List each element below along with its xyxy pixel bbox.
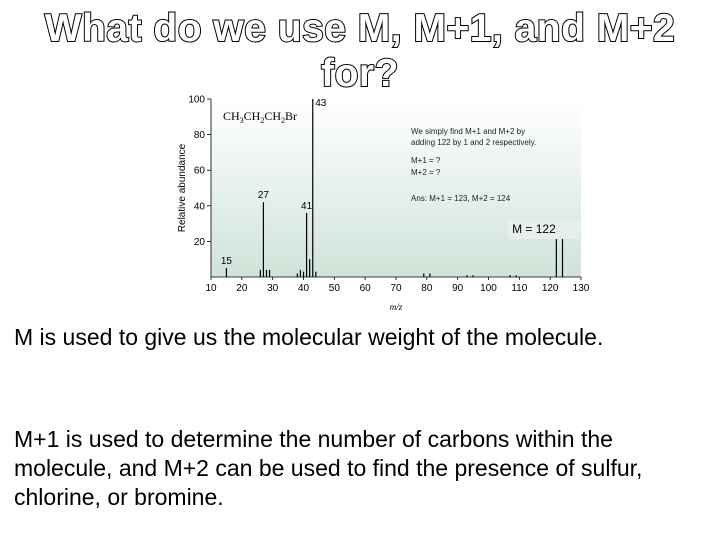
x-axis <box>205 277 589 294</box>
formula-subscript: 2 <box>281 116 286 125</box>
formula-text: CH <box>264 109 282 123</box>
annotation-line: We simply find M+1 and M+2 by <box>411 127 526 136</box>
annotation-line: Ans: M+1 = 123, M+2 = 124 <box>411 194 511 203</box>
y-tick-label: 100 <box>188 94 205 106</box>
slide-title <box>0 6 720 96</box>
mass-spectrum-chart <box>168 90 598 316</box>
y-tick-label: 60 <box>193 165 205 177</box>
x-tick-label: 80 <box>421 283 433 294</box>
annotation-line: M+1 = ? <box>411 156 441 165</box>
paragraph-molecular-weight: M is used to give us the molecular weight of the molecule. <box>14 324 604 350</box>
x-tick-label: 40 <box>297 283 310 294</box>
x-tick-label: 50 <box>328 283 340 294</box>
x-tick-label: 120 <box>541 283 559 294</box>
peak-label: 27 <box>257 190 269 202</box>
y-axis <box>188 95 211 278</box>
paragraph-isotope-peaks: M+1 is used to determine the number of carbons within the molecule, and M+2 can be used to find the presence of sulfur, chlorine, or bromine. <box>14 426 643 510</box>
peak-label: 15 <box>220 256 232 268</box>
x-tick-label: 10 <box>205 283 217 294</box>
slide-title-line2: for? <box>321 52 399 95</box>
x-tick-label: 90 <box>452 283 464 294</box>
annotation-line: M+2 = ? <box>411 168 441 177</box>
compound-label <box>223 109 297 125</box>
peak-label: 43 <box>315 98 327 109</box>
slide-title-line1: What do we use M, M+1, and M+2 <box>44 7 676 50</box>
formula-subscript: 2 <box>260 116 265 125</box>
plot-area <box>211 99 581 277</box>
y-tick-label: 80 <box>193 130 205 142</box>
peak-label: 41 <box>301 200 313 212</box>
y-tick-label: 40 <box>193 201 205 213</box>
formula-text: CH <box>223 109 240 123</box>
y-tick-label: 20 <box>193 236 205 248</box>
annotation-line: adding 122 by 1 and 2 respectively. <box>411 138 537 147</box>
x-tick-label: 60 <box>359 283 371 294</box>
x-tick-label: 110 <box>511 283 528 294</box>
x-tick-label: 100 <box>480 283 497 294</box>
y-axis-label: Relative abundance <box>177 143 188 233</box>
x-tick-label: 30 <box>267 283 279 294</box>
x-tick-label: 70 <box>390 283 402 294</box>
x-axis-label: m/z <box>389 302 403 312</box>
x-tick-label: 130 <box>572 283 590 294</box>
formula-subscript: 3 <box>239 116 244 125</box>
x-tick-label: 20 <box>236 283 248 294</box>
formula-text: CH <box>243 109 261 123</box>
molecular-ion-label: M = 122 <box>512 222 556 236</box>
formula-text: Br <box>285 109 298 123</box>
